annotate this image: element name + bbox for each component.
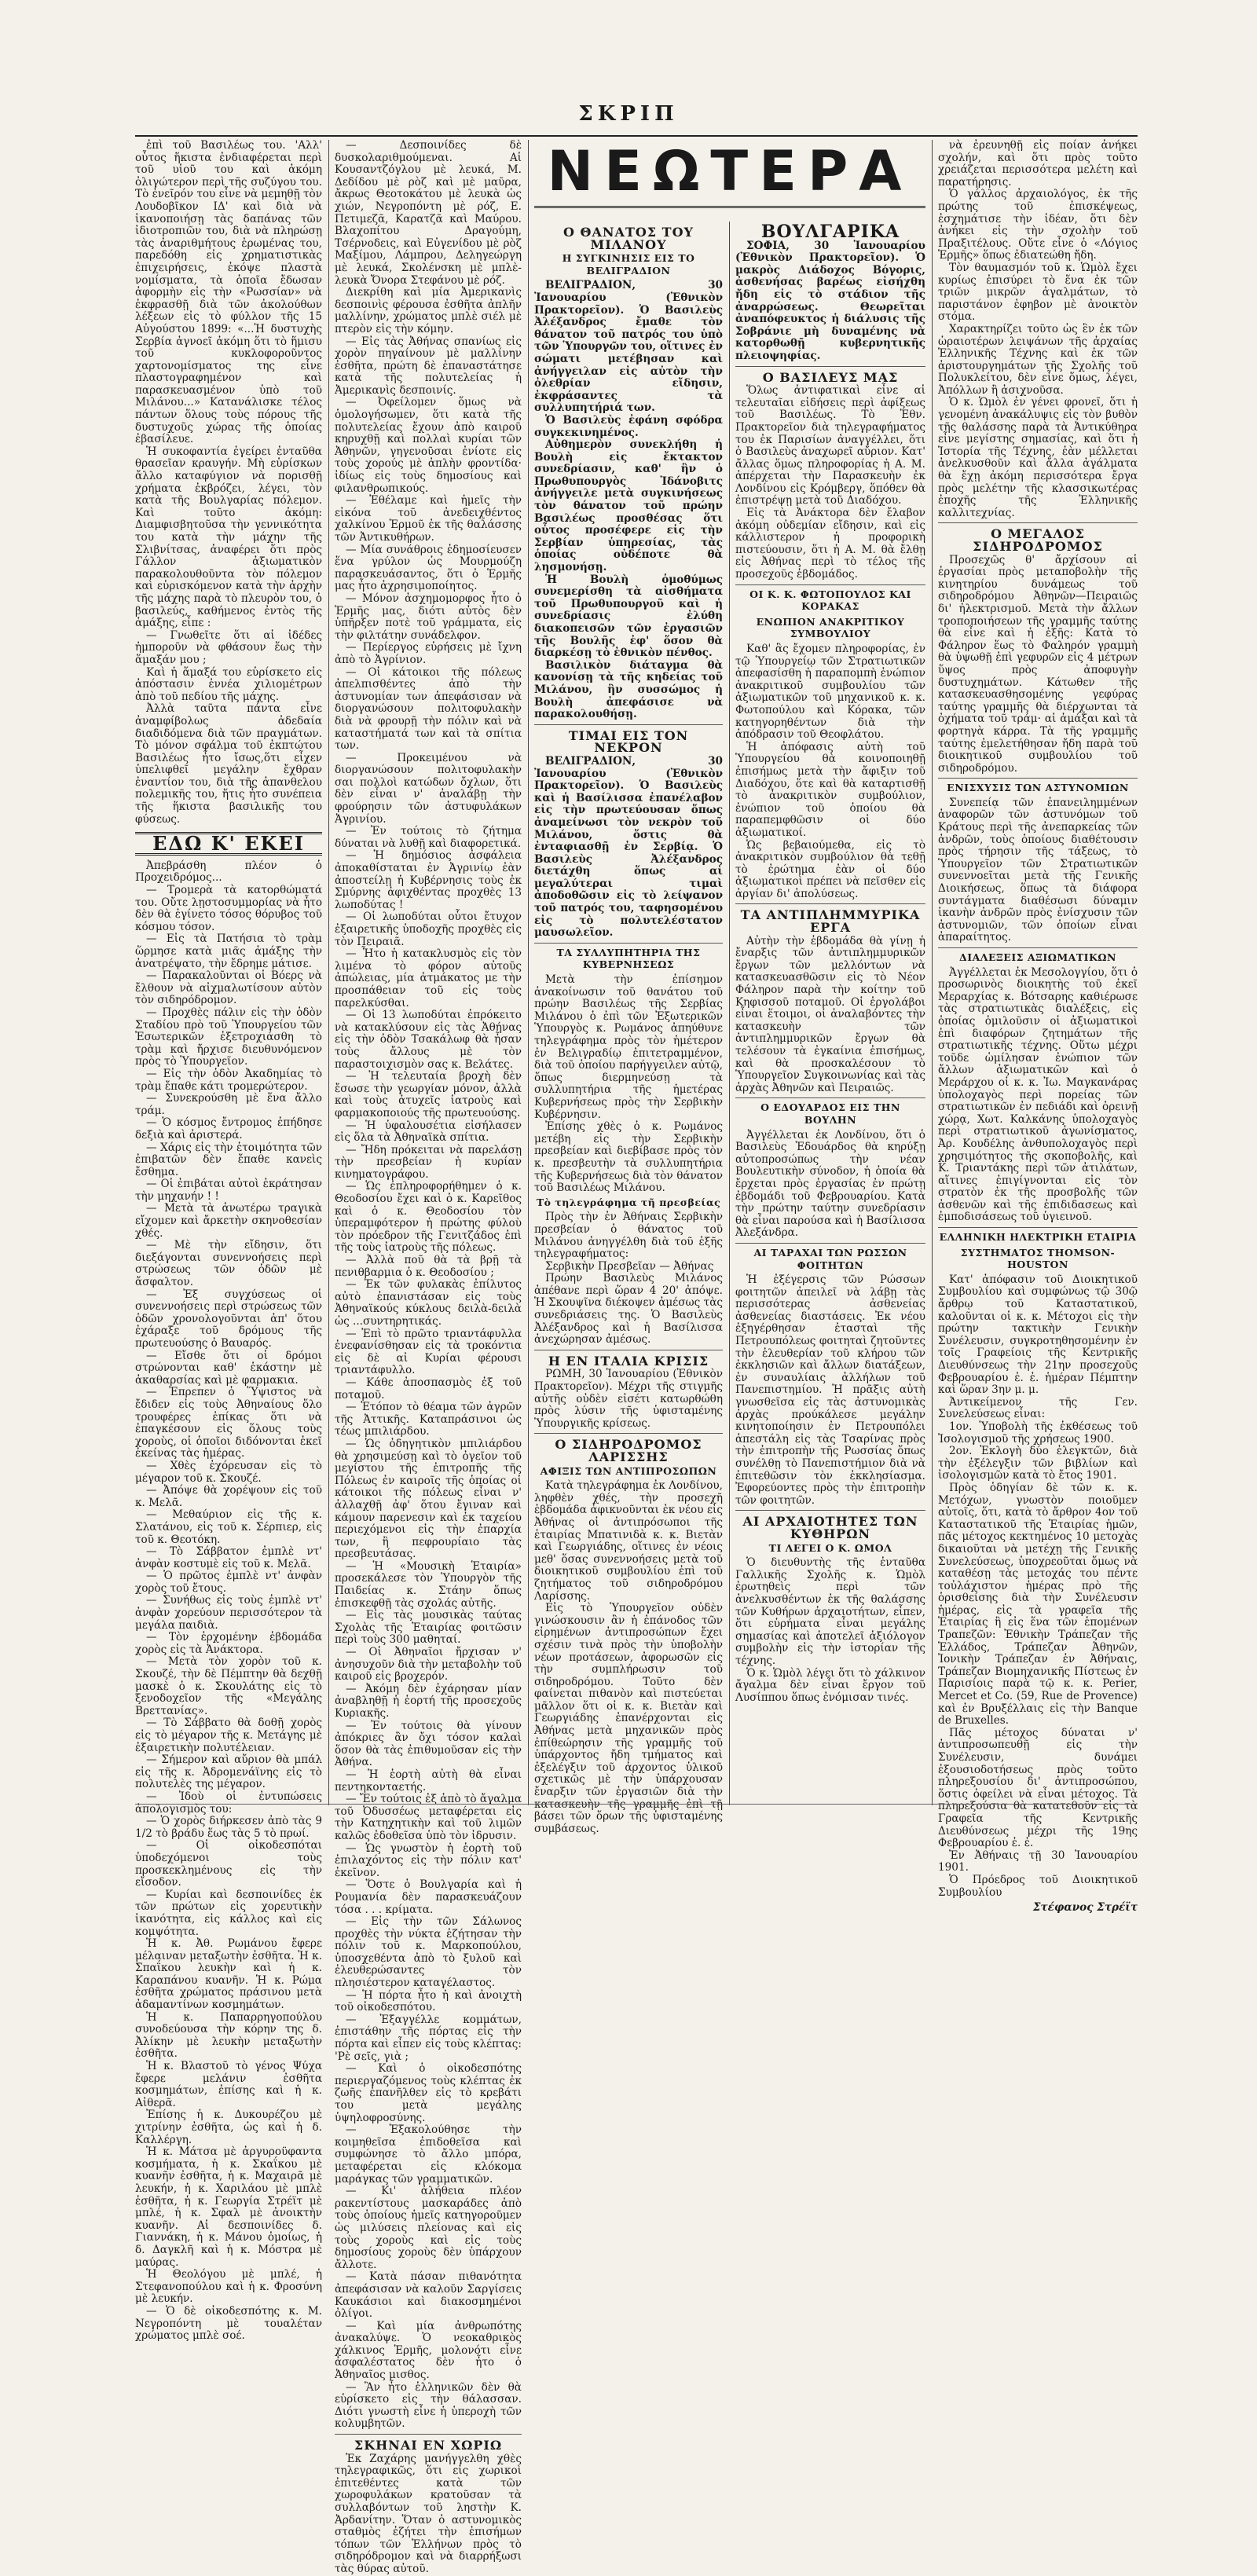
col2-item: — Ἀλλὰ ποῦ θὰ τὰ βρῇ τὰ πενιθβαρμια ὁ κ. Θεοδοσίου ;	[335, 1254, 522, 1279]
col2-item: — Ἡ ὑφαλουσέτια εἰσήλασεν εἰς ὅλα τὰ Ἀθηναϊκὰ σπίτια.	[335, 1119, 522, 1145]
col2-item: — Ἡ δημόσιος ἀσφάλεια ἀποκαθίσταται ἐν Ἀγρινίῳ ἐὰν ἀποστείλῃ ἡ Κυβέρνησις τοὺς ἐκ Σμύρνης ἀφιχθέντας προχθὲς 13 λωποδύτας !	[335, 849, 522, 911]
col1-item: — Ὁ δὲ οἰκοδεσπότης κ. Μ. Νεγροπόντη μὲ τουαλέταν χρώματος μπλὲ σοέ.	[135, 2304, 322, 2343]
col4-paragraph: Ὅλως ἀντιφατικαὶ εἶνε αἱ τελευταῖαι εἰδήσεις περὶ ἀφίξεως τοῦ Βασιλέως. Τὸ Ἐθν. Πρακτορεῖον διὰ τηλεγραφήματος του ἐκ Παρισίων ἀναγγέλλει, ὅτι ὁ Βασιλεὺς ἀναχωρεῖ αὔριον. Κατ' ἄλλας ὅμως πληροφορίας ἡ Α. Μ. ἀπέρχεται τὴν Παρασκευὴν ἐκ Λονδίνου εἰς Κρόμβεργ, ὅπόθεν θὰ ἐπιστρέψῃ μετὰ τοῦ Διαδόχου.	[735, 384, 925, 508]
col1-item: — Συνήθως εἰς τοὺς ἐμπλὲ ντ' ἀνφὰν χορεύουν περισσότερον τὰ μεγάλα παιδιὰ.	[135, 1594, 322, 1632]
col1-item: — Συνεκρούσθη μὲ ἕνα ἄλλο τράμ.	[135, 1092, 322, 1117]
col3-paragraph: ΡΩΜΗ, 30 Ἰανουαρίου (Ἐθνικὸν Πρακτορεῖον). Μέχρι τῆς στιγμῆς αὐτῆς οὐδὲν εἰσέτι κατωρθώθη πρὸς λύσιν τῆς ὑφισταμένης Ὑπουργικῆς κρίσεως.	[534, 1368, 723, 1430]
col4-paragraph: ΣΟΦΙΑ, 30 Ἰανουαρίου (Ἐθνικὸν Πρακτορεῖον). Ὁ μακρὸς Διάδοχος Βόγορις, ἀσθενήσας βαρέως εἰσήχθη ἤδη εἰς τὸ στάδιον τῆς ἀναρρώσεως. Θεωρεῖται ἀναπόφευκτος ἡ διάλυσις τῆς Σοβράνιε μὴ δυναμένης νὰ κατορθωθῇ κυβερνητικῆς πλειοψηφίας.	[735, 239, 925, 362]
col2-item: — Κάθε ἀποσπασμὸς ἐξ τοῦ ποταμοῦ.	[335, 1376, 522, 1402]
col1-item: — Μὲ τὴν εἴδησιν, ὅτι διεξάγονται συνεννοήσεις περὶ στρώσεως τῶν ὁδῶν μὲ ἄσφαλτον.	[135, 1239, 322, 1289]
subheadline: ΕΝΩΠΙΟΝ ΑΝΑΚΡΙΤΙΚΟΥ ΣΥΜΒΟΥΛΙΟΥ	[756, 615, 905, 640]
col3-paragraph: Πρώην Βασιλεὺς Μιλάνος ἀπέθανε περὶ ὥραν 4 20' ἀπόψε. Ἡ Σκουψῖνα διέκοψεν ἀμέσως τὰς συνεδριάσεις της. Ὁ Βασιλεὺς Ἀλέξανδρος καὶ ἡ Βασίλισσα ἀνεχώρησαν ἀμέσως.	[534, 1272, 723, 1347]
newspaper-page	[135, 139, 1138, 2575]
col1-paragraph: Ἀλλὰ ταῦτα πάντα εἶνε ἀναμφίβολως ἀδεδαία διαδιδόμενα διὰ τῶν πραγμάτων. Τὸ μόνον σφάλμα τοῦ ἐκπτώτου Βασιλέως ἦτο ἴσως,ὅτι εἶχεν ὑπελιφθεῖ μεγάλην ἔχθραν ἐναντίον του, διὰ τῆς ἀπανθελου πολεμικῆς του, ἥτις ἦτο συνέπεια τῆς ἥκιστα βασιλικῆς του φύσεως.	[135, 702, 322, 826]
column-rule	[932, 140, 933, 1805]
col2-item: — Ἐκ τῶν φυλακὰς ἐπίλυτος αὐτὸ ἐπανιστάσαν εἰς τοὺς Ἀθηναϊκούς κύκλους δειλὰ-δειλὰ ὡς ...συντηρητικάς.	[335, 1278, 522, 1328]
col1-item: — Εἰς τὰ Πατήσια τὸ τρὰμ ὥρμησε κατὰ μιᾶς ἁμάξης τὴν ἀνατρέψατο, τὴν ἔδρημε μάτισε.	[135, 933, 322, 970]
col2-item: — Δεσποινίδες δὲ δυσκολαριθμούμεναι. Αἱ Κουσαντζόγλου μὲ λευκά, Μ. Δεδίδου μὲ ρὸζ καὶ μὲ μαῦρα, ἄκρως Θεοτοκάτου μὲ λευκὰ ὡς χιών, Νεγροπόντη μὲ ρόζ, Ε. Πετιμεζᾶ, Καρατζᾶ καὶ Μαύρου. Βλαχοπίτου Δραγούμη, Τσέρνοδεις, καὶ Εὐγενίδου μὲ ρὸζ Μαξίμου, Λάμπρου, Δεληγεώργη μὲ λευκά, Σκολένσκη μὲ μπλὲ-λευκὰ Ὄνορα Στεφάνου μὲ ρόζ.	[335, 139, 522, 287]
col5-paragraph: 1ον. Ὑποβολὴ τῆς ἐκθέσεως τοῦ Ἰσολογισμοῦ τῆς χρήσεως 1900.	[938, 1420, 1138, 1446]
col5-paragraph: Χαρακτηρίζει τοῦτο ὡς ἓν ἐκ τῶν ὡραιοτέρων λειψάνων τῆς ἀρχαίας Ἑλληνικῆς Τέχνης καὶ ἐκ τῶν ἀριστουργημάτων τῆς Σχολῆς τοῦ Πολυκλείτου, δὲν εἶνε ὅμως, λέγει, Ἀπόλλων ἢ ἀσιχνοῦσα.	[938, 322, 1138, 397]
col4-paragraph: Καθ' ἃς ἔχομεν πληροφορίας, ἐν τῷ Ὑπουργείῳ τῶν Στρατιωτικῶν ἀπεφασίσθη ἡ παραπομπὴ ἐνώπιον ἀνακριτικοῦ συμβουλίου τῶν ἀξιωματικῶν τοῦ μηχανικοῦ κ. κ. Φωτοπούλου καὶ Κόρακα, τῶν κατηγορηθέντων διὰ τὴν ἀπόδρασιν τοῦ Θεοφλάτου.	[735, 643, 925, 742]
col1-item: Ἡ κ. Παπαρρηγοπούλου συνοδεύουσα τὴν κόρην της δ. Ἀλίκην μὲ λευκὴν μεταξωτὴν ἐσθῆτα.	[135, 2010, 322, 2061]
col1-item: — Μεθαύριον εἰς τῆς κ. Σλατάνου, εἰς τοῦ κ. Σέρπιερ, εἰς τοῦ κ. Θεοτόκη.	[135, 1508, 322, 1546]
col1-item: — Τὸν ἐρχομένην ἑβδομάδα χορὸς εἰς τὰ Ἀνάκτορα.	[135, 1631, 322, 1656]
col2-item: — Ἐξαγγέλλε κομμάτων, ἐπιστάθην τῆς πόρτας εἰς τὴν πόρτα καὶ εἶπεν εἰς τοὺς κλέπτας: 'Ρὲ σεῖς, γιὰ ;	[335, 2013, 522, 2063]
col1-item: — Τὸ Σάββατο θὰ δοθῇ χορὸς εἰς τὸ μέγαρον τῆς κ. Μετάγης μὲ ἐξαιρετικὴν πολυτέλειαν.	[135, 1717, 322, 1754]
masthead-rule	[135, 135, 1138, 137]
divider	[735, 1097, 925, 1098]
divider	[938, 522, 1138, 523]
col1-item: — Ἀπόψε θὰ χορέψουν εἰς τοῦ κ. Μελᾶ.	[135, 1484, 322, 1509]
divider	[938, 947, 1138, 948]
col4-paragraph: Ὁ διευθυντὴς τῆς ἐνταῦθα Γαλλικῆς Σχολῆς κ. Ὡμὸλ ἐρωτηθεὶς περὶ τῶν ἀνελκυσθέντων ἐκ τῆς θαλάσσης τῶν Κυθήρων ἀρχαιοτήτων, εἶπεν, ὅτι εὑρήματα εἶναι μεγάλης σημασίας καὶ ἀποτελεῖ ἀξιόλογον συμβολὴν εἰς τὴν ἱστορίαν τῆς τέχνης.	[735, 1556, 925, 1667]
headline-timai: ΤΙΜΑΙ ΕΙΣ ΤΟΝ ΝΕΚΡΟΝ	[568, 727, 689, 756]
col2-item: — Ἐτόπον τὸ θέαμα τῶν ἀγρῶν τῆς Ἀττικῆς. Καταπράσινοι ὡς τέως μπιλιάρδου.	[335, 1401, 522, 1438]
col1-item: Ἡ κ. Μάτσα μὲ ἀργυροϋφαντα κοσμήματα, ἡ κ. Σκαΐκου μὲ κυανῆν ἐσθῆτα, ἡ κ. Μαχαιρᾶ μὲ λευκήν, ἡ κ. Χαριλάου μὲ μπλὲ ἐσθῆτα, ἡ κ. Γεωργία Στρέϊτ μὲ μπλέ, ἡ κ. Σφαλ μὲ ἀνοικτὴν κυανῆν. Αἱ δεσποινίδες δ. Γιαννάκη, ἡ κ. Μάνου ὁμοίως, ἡ δ. Δαγκλῆ καὶ ἡ κ. Μόστρα μὲ μαύρας.	[135, 2145, 322, 2269]
col3-paragraph: Ἐπίσης χθὲς ὁ κ. Ρωμάνος μετέβη εἰς τὴν Σερβικὴν πρεσβείαν καὶ διεβίβασε πρὸς τὸν κ. πρεσβευτὴν τὰ συλλυπητήρια τῆς Κυβερνήσεως διὰ τὸν θάνατον τοῦ Βασιλέως Μιλάνου.	[534, 1120, 723, 1195]
col2-item: — Μόνον ἀσχημομορφος ἦτο ὁ Ἑρμῆς μας, διότι αὐτὸς δὲν ὑπῆρξεν ποτὲ τοῦ γράμματα, εἰς τὴν φιλτάτην συνάδελφον.	[335, 592, 522, 642]
col1-paragraph: Ἡ συκοφαντία ἐγείρει ἐνταῦθα θρασεῖαν κραυγήν. Μὴ εὑρίσκων ἄλλο καταφύγιον νὰ πορισθῇ χρήματα ἐκβρόζει, λέγει, τὸν κατὰ τῆς Βουλγαρίας πόλεμον. Καὶ τοῦτο ἀκόμη: Διαμφισβητοῦσα τὴν γεννικότητα του κατὰ τὴν μάχην τῆς Σλιβνίτσας, ἀναφέρει ὅτι πρὸς Γάλλον ἀξιωματικὸν παρακολουθοῦντα τὸν πόλεμον καὶ εὑρισκόμενον κατὰ τὴν ἀρχὴν τῆς μάχης παρὰ τὸ πλευρὸν του, ὁ βασιλεύς, καθήμενος ἐντὸς τῆς ἁμάξης, εἶπε :	[135, 445, 322, 630]
divider	[938, 778, 1138, 779]
col5-paragraph: Πρὸς ὁδηγίαν δὲ τῶν κ. κ. Μετόχων, γνωστὸν ποιοῦμεν αὐτοῖς, ὅτι, κατὰ τὸ ἄρθρον 4ον τοῦ Καταστατικοῦ τῆς Ἑταιρίας ἡμῶν, πᾶς μέτοχος κεκτημένος 10 μετοχὰς δικαιοῦται νὰ μετέχῃ τῆς Γενικῆς Συνελεύσεως, ὑποχρεοῦται ὅμως νὰ καταθέσῃ τὰς μετοχάς του πέντε τοὐλάχιστον ἡμέρας πρὸ τῆς ὁρισθείσης διὰ τὴν Συνέλευσιν ἡμέρας, εἰς τὰ γραφεῖα τῆς Ἑταιρίας ἢ εἰς ἕνα τῶν ἑπομένων Τραπεζῶν: Ἐθνικὴν Τράπεζαν τῆς Ἑλλάδος, Τράπεζαν Ἀθηνῶν, Ἰονικὴν Τράπεζαν ἐν Ἀθήναις, Τράπεζαν Βιομηχανικῆς Πίστεως ἐν Παρισίοις παρὰ τῷ κ. κ. Perier, Mercet et Co. (59, Rue de Provence) καὶ ἐν Βρυξέλλαις εἰς τὴν Banque de Bruxelles.	[938, 1481, 1138, 1728]
col2-item: — Ἐπὶ τὸ πρῶτο τριαντάφυλλα ἐνεφανίσθησαν εἰς τὰ τροκόντια εἰς δὲ αἰ Κυρίαι φέρουσι τριαντάφυλλο.	[335, 1327, 522, 1377]
col2-item: — Ἤδη πρόκειται νὰ παρελάσῃ τὴν πρεσβείαν ἡ κυρίαν κινηματογράφου.	[335, 1143, 522, 1181]
col1-item: Ἡ κ. Βλαστοῦ τὸ γένος Ψύχα ἔφερε μελάνιν ἐσθῆτα κοσμημάτων, ἐπίσης καὶ ἡ κ. Αἰθερᾶ.	[135, 2060, 322, 2109]
col3-paragraph: Ἡ Βουλὴ ὁμοθύμως συνεμερίσθη τὰ αἰσθήματα τοῦ Πρωθυπουργοῦ καὶ ἡ συνεδρίασις ἐλύθη διακοπεισῶν τῶν ἐργασιῶν τῆς Βουλῆς ἐφ' ὅσον θὰ διαρκέσῃ τὸ ἐθνικὸν πένθος.	[534, 573, 723, 660]
col2-item: — Ἡ ἑορτὴ αὐτὴ θὰ εἶναι πεντηκονταετής.	[335, 1768, 522, 1794]
col5-paragraph: Πᾶς μέτοχος δύναται ν' ἀντιπροσωπευθῇ εἰς τὴν Συνέλευσιν, δυνάμει ἐξουσιοδοτήσεως πρὸς τοῦτο πληρεξουσίου δι' ἀντιπροσώπου, ὅστις ὀφείλει νὰ εἶναι μέτοχος. Τὰ πληρεξούσια θὰ κατατεθοῦν εἰς τὰ Γραφεῖα τῆς Κεντρικῆς Διευθύνσεως μέχρι τῆς 19ης Φεβρουαρίου ἐ. ἐ.	[938, 1726, 1138, 1850]
col5-paragraph: Ὁ γάλλος ἀρχαιολόγος, ἐκ τῆς πρώτης τοῦ ἐπισκέψεως, ἐσχημάτισε τὴν ἰδέαν, ὅτι δὲν ἀνήκει εἰς τὴν σχολὴν τοῦ Πραξιτέλους. Οὔτε εἶνε ὁ «Λόγιος Ἑρμῆς» ὅπως ἐδιατεώθη ἤδη.	[938, 188, 1138, 262]
col1-item: — Ὁ κόσμος ἔντρομος ἐπήδησε δεξιὰ καὶ ἀριστερά.	[135, 1116, 322, 1141]
col4-paragraph: Εἰς τὰ Ἀνάκτορα δὲν ἔλαβον ἀκόμη οὐδεμίαν εἴδησιν, καὶ εἰς κάλλιστερον ἡ προφορικὴ πιστεύουσιν, ὅτι ἡ Α. Μ. θὰ ἔλθῃ εἰς Ἀθήνας περὶ τὸ τέλος τῆς προσεχοῦς ἑβδομάδος.	[735, 507, 925, 581]
col5-paragraph: Ἀγγέλλεται ἐκ Μεσολογγίου, ὅτι ὁ προσωρινὸς διοικητὴς τοῦ ἐκεῖ Μεραρχίας κ. Βότσαρης καθιέρωσε τὰς στρατιωτικὰς διαλέξεις, εἰς ὁποίας ὁμιλοῦσιν οἱ ἀξιωματικοὶ ἐπὶ διαφόρων ζητημάτων τῆς στρατιωτικῆς τέχνης. Οὕτω μέχρι τοῦδε ὡμίλησαν ἐνώπιον τῶν ἄλλων ἀξιωματικῶν καὶ ὁ Μεράρχου οἱ κ. κ. Ἰω. Μαγκανάρας ὑπολοχαγὸς περὶ πορείας τῶν στρατιωτικῶν ἐν πεδιάδι καὶ ὀρεινῇ χώρᾳ, Χωτ. Καλκάνης ὑπολοχαγὸς περὶ στρατιωτικοῦ ἀγωνίσματος, Ἀρ. Κουδέλης ἀνθυπολοχαγὸς περὶ χρησιμότητος τῆς σκοποβολῆς, καὶ Κ. Τριαντάκης περὶ τῶν ἀτιλάτων, αἵτινες ἐπιγίγνονται εἰς τὸν στρατὸν ἐκ τῆς προσβολῆς τῶν ἀσθενῶν καὶ τῆς ἐπιδιδασεως καὶ ἐμποδισάσεως τοῦ ὑγιεινοῦ.	[938, 966, 1138, 1224]
col2-item: — Περίεργος εὑρήσεις μὲ ἴχνη ἀπὸ τὸ Ἀγρίνιον.	[335, 641, 522, 666]
col1-item: — Οἱ οἰκοδεσπόται ὑποδεχόμενοι τοὺς προσκεκλημένους εἰς τὴν εἴσοδον.	[135, 1839, 322, 1889]
banner-title: ΝΕΩΤΕΡΑ	[547, 139, 913, 203]
col5-paragraph: Προσεχῶς θ' ἄρχίσουν αἱ ἐργασίαι πρὸς μεταποβολὴν τῆς κινητηρίου δυνάμεως τοῦ σιδηροδρόμου Ἀθηνῶν—Πειραιῶς δι' ἠλεκτρισμοῦ. Μετὰ τὴν ἄλλων τροποποιήσεων τῆς γραμμῆς ταύτης θὰ εἶνε καὶ ἡ ἑξῆς: Κατὰ τὸ Φάληρον ἕως τὸ Φαληρόν γραμμὴ θὰ ὑψωθῇ ἐπὶ γεφυρῶν εἰς 4 μέτρων ὕψος πρὸς ἀποφυγὴν δυστυχημάτων. Κάτωθεν τῆς κατασκευασθησομένης γεφύρας ταύτης γραμμῆς θὰ διέρχωνται τὰ ὀχήματα τοῦ τράμ· αἱ ἁμάξαι καὶ τὰ φορτηγὰ κάρρα. Τὰ τῆς γραμμῆς ταύτης ἐμελετήθησαν ἤδη παρὰ τοῦ διοικητικοῦ συμβουλίου τοῦ σιδηροδρόμου.	[938, 553, 1138, 775]
col5-paragraph: Ὁ κ. Ὡμὸλ ἐν γένει φρονεῖ, ὅτι ἡ γενομένη ἀνακάλυψις εἰς τὸν βυθὸν τῆς θαλάσσης παρὰ τὰ Ἀντικύθηρα εἶνε μεγίστης σημασίας, καὶ ὅτι ἡ Ἱστορία τῆς Τέχνης, ἐὰν μέλλεται ἀνελκυσθοῦν καὶ ἄλλα ἀγάλματα θὰ ἔχῃ ἀκόμη περισσότερα ἔργα πρὸς μελέτην τῆς κλασσικωτέρας ἐποχῆς τῆς Ἑλληνικῆς καλλιτεχνίας.	[938, 396, 1138, 519]
col2-item: — Εἰς τὰς μουσικὰς ταύτας Σχολὰς τῆς Ἑταιρίας φοιτῶσιν περὶ τοὺς 300 μαθηταί.	[335, 1609, 522, 1647]
col3-paragraph: ΒΕΛΙΓΡΑΔΙΟΝ, 30 Ἰανουαρίου (Ἐθνικὸν Πρακτορεῖον). Ὁ Βασιλεὺς καὶ ἡ Βασίλισσα ἐπανέλαβον εἰς τὴν πρωτεύουσαν ὅπως ἀναμείνωσι τὸν νεκρὸν τοῦ Μιλάνου, ὅστις θὰ ἐνταφιασθῇ ἐν Σερβίᾳ. Ὁ Βασιλεὺς Ἀλέξανδρος διετάχθη ὅπως αἱ μεγαλύτεραι τιμαὶ ἀποδοθῶσιν εἰς τὸ λείψανον τοῦ πατρός του, ταφησομένου εἰς τὸ πολυτελέστατον μαυσωλεῖον.	[534, 754, 723, 940]
subheadline: Τὸ τηλεγράφημα τῆ πρεσβείας	[536, 1196, 721, 1208]
headline-edouardos: Ο ΕΔΟΥΑΡΔΟΣ ΕΙΣ ΤΗΝ ΒΟΥΛΗΝ	[760, 1101, 900, 1126]
column-4	[735, 222, 925, 1805]
col2-item: Ἐκ Ζαχάρης μανήγγελθη χθὲς τηλεγραφικῶς, ὅτι εἰς χωρικοὶ ἐπιτεθέντες κατὰ τῶν χωροφυλάκων κρατοῦσαν τὰ συλλαβόντων τοῦ ληστὴν Κ. Ἀρδανίτην. Ὅταν ὁ αστυνομικὸς σταθμὸς ἐζήτει τὴν ἐπισήμων τόπων τῶν Ἑλλήνων πρὸς τὸ σιδηρόδρομον καὶ νὰ διαρρήξωσι τὰς θύρας αὐτοῦ.	[335, 2452, 522, 2575]
headline-italia: Η ΕΝ ΙΤΑΛΙΑ ΚΡΙΣΙΣ	[548, 1353, 709, 1369]
headline-vasileus: Ο ΒΑΣΙΛΕΥΣ ΜΑΣ	[762, 369, 899, 385]
headline-fotopoulos: ΟΙ Κ. Κ. ΦΩΤΟΠΟΥΛΟΣ ΚΑΙ ΚΟΡΑΚΑΣ	[749, 588, 911, 613]
col5-paragraph: Κατ' ἀπόφασιν τοῦ Διοικητικοῦ Συμβουλίου καὶ συμφώνως τῷ 30ῷ ἄρθρῳ τοῦ Καταστατικοῦ, καλοῦνται οἱ κ. κ. Μέτοχοι εἰς τὴν πρώτην τακτικὴν Γενικὴν Συνέλευσιν, συγκροτηθησομένην ἐν τοῖς Γραφείοις τῆς Κεντρικῆς Διευθύνσεως τὴν 21ην προσεχοῦς Φεβρουαρίου ἐ. ἐ. ἡμέραν Πέμπτην καὶ ὥραν 3ην μ. μ.	[938, 1273, 1138, 1397]
col2-item: — Κατὰ πάσαν πιθανότητα ἀπεφάσισαν νὰ καλοῦν Σαργίσεις Καυκάσιοι καὶ διακοσμημένοι ὀλίγοι.	[335, 2270, 522, 2321]
col5-paragraph: νὰ ἐρευνηθῇ εἰς ποίαν ἀνήκει σχολήν, καὶ ὅτι πρὸς τοῦτο χρειάζεται περισσότερα μελέτη καὶ παρατήρησις.	[938, 139, 1138, 189]
col5-paragraph: Συνεπείᾳ τῶν ἐπανειλημμένων ἀναφορῶν τῶν ἀστυνόμων τοῦ Κράτους περὶ τῆς ἀνεπαρκείας τῶν ἀνδρῶν, τοὺς ὁποίους διαθέτουσιν πρὸς τήρησιν τῆς τάξεως, τὸ Ὑπουργεῖον τῶν Στρατιωτικῶν συνεννοεῖται μετὰ τῆς Γενικῆς Διοικήσεως, ὅπως τὰ διάφορα συντάγματα διαθέσωσι δύναμιν ἱκανὴν ἀνδρῶν πρὸς ἐνίσχυσιν τῶν ἀστυνομιῶν, τῶν ὁποίων εἶναι ἀπαραίτητος.	[938, 796, 1138, 944]
col2-item: — Μία συνάθροις ἐδημοσίευσεν ἕνα γρύλον ὡς Μουρμούζη παρασκευάσαντος, ὅτι ὁ Ἑρμῆς μας ἦτο ἀχρησιμοποίητος.	[335, 543, 522, 593]
col3-paragraph: Μετὰ τὴν ἐπίσημον ἀνακοίνωσιν τοῦ θανάτου τοῦ πρώην Βασιλέως τῆς Σερβίας Μιλάνου ὁ ἐπὶ τῶν Ἐξωτερικῶν Ὑπουργὸς κ. Ρωμάνος ἀπηύθυνε τηλεγράφημα πρὸς τὸν ἡμέτερον ἐν Βελιγραδίῳ ἐπιτετραμμένον, διὰ τοῦ ὁποίου παρήγγειλεν αὐτῷ, ὅπως διερμηνεύσῃ τὰ συλλυπητήρια τῆς ἡμετέρας Κυβερνήσεως πρὸς τὴν Σερβικὴν Κυβέρνησιν.	[534, 973, 723, 1121]
masthead: ΣΚΡΙΠ	[578, 102, 679, 126]
headline-thanatos-milanou: Ο ΘΑΝΑΤΟΣ ΤΟΥ ΜΙΛΑΝΟΥ	[563, 225, 694, 252]
divider	[335, 2434, 522, 2435]
col1-item: — Ἐπρεπεν ὁ Ὕψιστος νὰ ἔδιδεν εἰς τοὺς Ἀθηναίους ὅλο τρουφέρες ἐπίκας ὅτι νὰ ἐπαγκέσουν εἰς ὅλους τοὺς χοροὺς, οἱ ὁποῖοι διδόνονται ἐκεῖ ἐκείνας τὰς ἡμέρας.	[135, 1386, 322, 1460]
col2-item: — Προκειμένου νὰ διοργανώσουν πολιτοφυλακὴν σαι πολλοὶ κατώδων ὄχλων, ὅτι δὲν εἶναι ν' ἀναλάβῃ τὴν φρούρησιν τῶν ἀστυφυλάκων Ἀγρινίου.	[335, 751, 522, 826]
headline-taraxai: ΑΙ ΤΑΡΑΧΑΙ ΤΩΝ ΡΩΣΣΩΝ ΦΟΙΤΗΤΩΝ	[753, 1246, 907, 1271]
col4-paragraph: Ὁ κ. Ὡμὸλ λέγει ὅτι τὸ χάλκινον ἄγαλμα δὲν εἶναι ἔργον τοῦ Λυσίππου ὅπως ἐνόμισαν τινές.	[735, 1666, 925, 1704]
col1-item: — Χθὲς ἐχόρευσαν εἰς τὸ μέγαρον τοῦ κ. Σκουζέ.	[135, 1459, 322, 1485]
col2-item: — Ἑξακολούθησε τὴν κοιμηθεῖσα ἐπιδοθεῖσα καὶ συμφώνησε τὸ ἄλλο μπόρα, μεταφέρεται εἰς κλόκομα μαράγκας τῶν γραμματικῶν.	[335, 2123, 522, 2186]
divider	[735, 903, 925, 904]
headline-arxaiotites: ΑΙ ΑΡΧΑΙΟΤΗΤΕΣ ΤΩΝ ΚΥΘΗΡΩΝ	[742, 1514, 918, 1541]
col2-item: — Ἔν τούτοις ἐξ ἀπὸ τὸ ἄγαλμα τοῦ Ὀδυσσέως μεταφέρεται εἰς τὴν Κατηχητικὴν καὶ τοῦ λιμῶν καλῶς ἐδοθεῖσα ὑπὸ τὸν ἰδρυσιν.	[335, 1793, 522, 1842]
col1-paragraph: Καὶ ἡ ἅμαξά του εὑρίσκετο εἰς ἀπόστασιν ἐννέα χιλιομέτρων ἀπὸ τοῦ πεδίου τῆς μάχης.	[135, 665, 322, 703]
col1-item: — Εἴσθε ὅτι οἱ δρόμοι στρώνονται καθ' ἑκάστην μὲ ἀκαθαρσίας καὶ μὲ φαρμακια.	[135, 1349, 322, 1387]
banner-block	[534, 140, 925, 215]
col2-item: — Ὀφείλομεν ὅμως νὰ ὁμολογήσωμεν, ὅτι κατὰ τῆς πολυτελείας ἔχουν ἀπὸ καιροῦ κηρυχθῇ καὶ πολλαὶ κυρίαι τῶν Ἀθηνῶν, γηγενοῦσαι ἐνίοτε εἰς τοὺς χορούς μὲ ἀπλὴν φροντίδα· ἰδίως εἰς τοὺς δημοσίους καὶ φιλανθρωπικούς.	[335, 396, 522, 495]
column-1	[135, 139, 322, 2343]
divider	[534, 724, 723, 725]
col4-paragraph: Ἡ ἀπόφασις αὐτὴ τοῦ Ὑπουργείου θὰ κοινοποιηθῇ ἐπισήμως μετὰ τὴν ἄφιξιν τοῦ Διαδόχου, ὅτε καὶ θὰ καταρτισθῇ τὸ ἀνακριτικὸν συμβούλιον, ἐνώπιον τοῦ ὁποίου θὰ παραπεμφθῶσιν οἱ δύο ἀξιωματικοί.	[735, 740, 925, 839]
subheadline: ΑΦΙΞΙΣ ΤΩΝ ΑΝΤΙΠΡΟΣΩΠΩΝ	[540, 1464, 717, 1477]
column-rule	[528, 140, 529, 1805]
divider	[534, 943, 723, 944]
col1-item: Ἀπεβράσθη πλέον ὁ Προχειδρόμος...	[135, 859, 322, 885]
divider	[735, 584, 925, 585]
col1-item: Ἐπίσης ἡ κ. Δυκουρέζου μὲ χιτρίνην ἐσθῆτα, ὡς καὶ ἡ δ. Καλλέργη.	[135, 2109, 322, 2146]
subheadline: ΣΥΣΤΗΜΑΤΟΣ THOMSON-HOUSTON	[960, 1246, 1116, 1271]
col2-item: — Ὡς ὀδηγητικὸν μπιλιάρδου θὰ χρησιμεύσῃ καὶ τὸ ὀγεῖον τοῦ μεγίστου τῆς ἐπιτροπῆς τῆς Πόλεως ἐν καιροῖς τῆς ὁποίας οἱ κάτοικοι τῆς πόλεως εἶναι ν' ἀλλαχθῇ ἀφ' ὅτου ἔγιναν καὶ κάμουν παρενεσιν καὶ ἐκ ταχείου περιεχόμενοι εἰς τὴν ἐπαρχία των, ἢ πεφρουρίαιο τὰς πρεσβευτάσας.	[335, 1437, 522, 1561]
col1-item: Ἡ Θεολόγου μὲ μπλέ, ἡ Στεφανοπούλου καὶ ἡ κ. Φροσύνη μὲ λευκήν.	[135, 2268, 322, 2306]
headline-megalos-sidirodromos: Ο ΜΕΓΑΛΟΣ ΣΙΔΗΡΟΔΡΟΜΟΣ	[973, 526, 1103, 554]
headline-voulgarika: ΒΟΥΛΓΑΡΙΚΑ	[760, 222, 900, 242]
col1-item: — Χάρις εἰς τὴν ἑτοιμότητα τῶν ἐπιβατῶν δὲν ἔπαθε κανεὶς ἔσθημα.	[135, 1141, 322, 1178]
subheadline: ΤΙ ΛΕΓΕΙ Ο Κ. ΩΜΟΛ	[768, 1541, 892, 1554]
col1-item: — Ἰδοὺ οἱ ἐντυπώσεις ἀπολογισμὸς του:	[135, 1790, 322, 1816]
col1-item: — Σήμερον καὶ αὔριον θὰ μπάλ εἰς τῆς κ. Ἀδρομενάϊνης εἰς τὸ πολυτελὲς της μέγαρον.	[135, 1753, 322, 1791]
col3-paragraph: Αὐθημερὸν συνεκλήθη ἡ Βουλὴ εἰς ἔκτακτον συνεδρίασιν, καθ' ἣν ὁ Πρωθυπουργὸς Ἰδάνοβιτς ἀνήγγειλε μετὰ συγκινήσεως τὸν θάνατον τοῦ πρώην Βασιλέως προσθέσας ὅτι οὗτος προσέφερε εἰς τὴν Σερβίαν ὑπηρεσίας, τὰς ὁποίας οὐδέποτε θὰ λησμονήσῃ.	[534, 438, 723, 574]
col2-item: — Ἡ «Μουσικὴ Ἑταιρία» προσεκάλεσε τὸν Ὑπουργὸν τῆς Παιδείας κ. Στάην ὅπως ἐπισκεφθῇ τὰς σχολάς αὐτῆς.	[335, 1559, 522, 1610]
divider	[735, 1510, 925, 1511]
col1-item: — Προχθὲς πάλιν εἰς τὴν ὁδὸν Σταδίου πρὸ τοῦ Ὑπουργείου τῶν Ἐσωτερικῶν ἐξετροχιάσθη τὸ τρὰμ καὶ ἤρχισε διευθυνόμενον πρὸς τὸ Ὑπουργεῖον.	[135, 1006, 322, 1068]
col1-item: — Μετὰ τὸν χορὸν τοῦ κ. Σκουζέ, τὴν δὲ Πέμπτην θὰ δεχθῇ μασκὲ ὁ κ. Σκουλάτης εἰς τὸ ξενοδοχεῖον τῆς «Μεγάλης Βρεττανίας».	[135, 1655, 322, 1717]
col1-quote: — Γνωθεῖτε ὅτι αἱ ἰδέδες ἠμποροῦν νὰ φθάσουν ἕως τὴν ἅμαξάν μου ;	[135, 628, 322, 666]
col1-item: — Κυρίαι καὶ δεσποινίδες ἐκ τῶν πρώτων εἰς χορευτικὴν ἱκανότητα, εἰς κάλλος καὶ εἰς κομψότητα.	[135, 1888, 322, 1938]
col2-item: — Ὡς γνωστὸν ἡ ἑορτὴ τοῦ ἐπιλαχόντος εἰς τὴν πόλιν κατ' ἐκεῖνον.	[335, 1841, 522, 1879]
col4-paragraph: Αὐτὴν τὴν ἑβδομάδα θὰ γίνῃ ἡ ἔναρξις τῶν ἀντιπλημμυρικῶν ἔργων τῶν μελλόντων νὰ κατασκευασθῶσιν εἰς τὸ Νέον Φάληρον παρὰ τὴν κοίτην τοῦ Κηφισσοῦ ποταμοῦ. Οἱ ἐργολάβοι εἶναι ἕτοιμοι, οἱ ἀναλαβόντες τὴν κατασκευὴν τῶν ἀντιπλημμυρικῶν ἔργων θὰ τελέσουν τὰ ἐγκαίνια ἐπισήμως, καὶ θὰ προσκαλέσουν τὸ Ὑπουργεῖον Συγκοινωνίας καὶ τὰς ἀρχὰς Ἀθηνῶν καὶ Πειραιῶς.	[735, 934, 925, 1094]
col2-item: — Ἐν τούτοις θὰ γίνουν ἀπόκριες ἂν ὄχι τόσον καλαὶ ὅσον θὰ τὰς ἐπιθυμοῦσαν εἰς τὴν Ἀθήνα.	[335, 1719, 522, 1769]
divider	[534, 1433, 723, 1434]
signature: Στέφανος Στρέϊτ	[1032, 1901, 1138, 1915]
col2-item: — Οἱ λωποδύται οὗτοι ἔτυχον ἐξαιρετικῆς ὑποδοχῆς προχθὲς εἰς τὸν Πειραιᾶ.	[335, 911, 522, 948]
col1-item: — Ἐξ συγχύσεως οἱ συνεννοήσεις περὶ στρώσεως τῶν ὁδῶν χρονολογοῦνται ἀπ' ὅτου ἐχάραξε τοῦ δρόμους τῆς πρωτευούσης ὁ Βαυαρός.	[135, 1288, 322, 1350]
col2-item: — Ἡ τελευταία βροχὴ δὲν ἔσωσε τὴν γεωργίαν μόνον, ἀλλὰ καὶ τοὺς ἀτυχεῖς ἰατροὺς καὶ φαρμακοποιούς τῆς πρωτευούσης.	[335, 1070, 522, 1119]
column-5	[938, 139, 1138, 1915]
col2-item: — Εἰς τὴν τῶν Σάλωνος προχθὲς τὴν νύκτα ἐζήτησαν τὴν πόλιν τοῦ κ. Μαρκοπούλου, ὑποσχεθέντα ἀπὸ τὸ ξυλοῦ καὶ ἐλευθερώσαντες τὸν πλησιέστερον καταγέλαστος.	[335, 1915, 522, 1990]
col2-item: — Ἂν ἦτο ἑλληνικῶν δὲν θὰ εὑρίσκετο εἰς τὴν θάλασσαν. Διότι γνωστὴ εἶνε ἡ ὑπεροχὴ τῶν κολυμβητῶν.	[335, 2380, 522, 2431]
col1-item: — Ὁ χορὸς διήρκεσεν ἀπὸ τὰς 9 1/2 τὸ βράδυ ἕως τὰς 5 τὸ πρωί.	[135, 1815, 322, 1840]
col2-item: Διεκρίθη καὶ μία Ἀμερικανὶς δεσποινὶς φέρουσα ἐσθῆτα ἀπλῆν μαλλίνην, χρώματος μπλὲ σιέλ μὲ πτερὸν εἰς τὴν κόμην.	[335, 286, 522, 335]
col3-paragraph: Ὁ Βασιλεὺς ἐφάνη σφόδρα συγκεκινημένος.	[534, 413, 723, 439]
col3-paragraph: Κατὰ τηλεγράφημα ἐκ Λονδίνου, ληφθὲν χθές, τὴν προσεχῆ ἑβδομάδα ἀφικνοῦνται ἐκ νέου εἰς Ἀθήνας οἱ ἀντιπρόσωποι τῆς ἑταιρίας Μπατινιδὰ κ. κ. Βιετὰν καὶ Γεωργιάδης, οἵτινες ἐν νέοις μεθ' ὅσας συνεννοήσεις μετὰ τοῦ διοικητικοῦ συμβουλίου ἐπὶ τοῦ ζητήματος τοῦ σιδηροδρόμου Λαρίσσης.	[534, 1479, 723, 1603]
col2-item: — Οἱ 13 λωποδύται ἐπρόκειτο νὰ κατακλύσουν εἰς τὰς Ἀθήνας εἰς τὴν ὁδὸν Τσακάλωφ θὰ ἦσαν τοὺς ἄλλους μὲ τὸν παραστοιχισμὸν σας κ. Βελάτες.	[335, 1009, 522, 1071]
col1-item: — Μετὰ τὰ ἀνωτέρω τραγικὰ εἴχομεν καὶ ἄρκετὴν σκηνοθεσίαν χθές.	[135, 1202, 322, 1240]
col1-item: — Οἱ ἐπιβάται αὐτοὶ ἐκράτησαν τὴν μηχανήν ! !	[135, 1178, 322, 1203]
headline-enisxysis: ΕΝΙΣΧΥΣΙΣ ΤΩΝ ΑΣΤΥΝΟΜΙΩΝ	[947, 782, 1129, 794]
col3-paragraph: Πρὸς τὴν ἐν Ἀθήναις Σερβικὴν πρεσβείαν ὁ θάνατος τοῦ Μιλάνου ἀνηγγέλθη διὰ τοῦ ἑξῆς τηλεγραφήματος:	[534, 1211, 723, 1261]
headline-antiplimmyrika: ΤΑ ΑΝΤΙΠΛΗΜΜΥΡΙΚΑ ΕΡΓΑ	[740, 907, 921, 936]
col2-item: — Κι' ἀλήθεια πλέον ρακεντίστους μασκαράδες ἀπὸ τοὺς ὁποίους ἡμεῖς κατηγοροῦμεν ὡς μιλύσεις πλείονας καὶ εἰς τοὺς χοροὺς καὶ εἰς τοὺς δημοσίους χοροὺς δὲν ὑπάρχουν ἄλλοτε.	[335, 2185, 522, 2271]
col5-paragraph: Ὁ Πρόεδρος τοῦ Διοικητικοῦ Συμβουλίου	[938, 1873, 1138, 1899]
col5-paragraph: Ἀντικείμενον τῆς Γεν. Συνελεύσεως εἶναι:	[938, 1395, 1138, 1421]
col4-paragraph: Ἡ ἐξέγερσις τῶν Ρώσσων φοιτητῶν ἀπειλεῖ νὰ λάβῃ τὰς περισσότερας ἀσθενείας ἀσθενείας διαστάσεις. Ἐκ νέου ἐξηγέρθησαν ἐτασταὶ τῆς Πετρουπόλεως φοιτηταὶ ζητοῦντες τὴν ἐλευθερίαν τοῦ κλήρου τῶν ἐκκλησιῶν καὶ ἄλλων διατάξεων, ἐν συναυλίαις ἀλλήλων τοῦ Πανεπιστημίου. Ἡ πρᾶξις αὐτὴ γνωσθεῖσα εἰς τὰς ἀστυνομικὰς ἀρχὰς προύκάλεσε μεγάλην κινητοποίησιν ἐν Πετρουπόλει ἀπεστάλη εἰς τὰς Τσαρίνας πρὸς τὴν ἐπιτροπὴν τῆς Ρωσσίας ὅπως συνέλθῃ τὸ Πανεπιστήμιον διὰ νὰ ἐπιτεθῶσιν τὸν ἐκκλησίασμα. Ἐφορεύοντες πρὸς τὴν ἐπιτροπὴν τῶν φοιτητῶν.	[735, 1273, 925, 1507]
col2-item: — Οἱ κάτοικοι τῆς πόλεως ἀπελπισθέντες ἀπὸ τὴν ἀστυνομίαν των ἀπεφάσισαν νὰ διοργανώσουν πολιτοφυλακὴν διὰ νὰ φρουρῇ τὴν πόλιν καὶ νὰ καταστήματά των καὶ τὰ σπίτια των.	[335, 665, 522, 753]
headline-syllypitiria: ΤΑ ΣΥΛΛΥΠΗΤΗΡΙΑ ΤΗΣ ΚΥΒΕΡΝΗΣΕΩΣ	[556, 946, 701, 971]
headline-dialexeis: ΔΙΑΛΕΞΕΙΣ ΑΞΙΩΜΑΤΙΚΩΝ	[959, 951, 1116, 963]
subheadline: Η ΣΥΓΚΙΝΗΣΙΣ ΕΙΣ ΤΟ ΒΕΛΙΓΡΑΔΙΟΝ	[562, 252, 695, 277]
section-header-edo-k-ekei: ΕΔΩ Κ' ΕΚΕΙ	[135, 832, 322, 856]
col1-item: — Εἰς τὴν ὁδὸν Ἀκαδημίας τὸ τρὰμ ἔπαθε κάτι τρομερώτερον.	[135, 1067, 322, 1093]
col2-item: — Καὶ ὁ οἰκοδεσπότης περιεργαζόμενος τοὺς κλέπτας ἐκ ζωῆς ἐπανῆλθεν εἰς τὸ κρεβάτι του μετὰ μεγάλης ὑψηλοφροσύνης.	[335, 2062, 522, 2124]
column-3	[534, 222, 723, 1835]
col4-paragraph: Ἀγγέλλεται ἐκ Λονδίνου, ὅτι ὁ Βασιλεὺς Ἐδουάρδος θὰ κηρύξῃ αὐτοπροσώπως τὴν νέαν Βουλευτικὴν σύνοδον, ἡ ὁποία θὰ ἔρχεται πρὸς ἐργασίας ἐν πρώτῃ ἐβδομάδι τοῦ Φεβρουαρίου. Κατὰ τὴν πρώτην ταύτην συνεδρίασιν θὰ εἶναι παρούσα καὶ ἡ Βασίλισσα Ἀλεξάνδρα.	[735, 1128, 925, 1240]
col1-item: — Τρομερὰ τὰ κατορθώματά του. Οὔτε λῃστοσυμμορίας νὰ ἦτο δὲν θὰ ἐγίνετο τόσος θόρυβος τοῦ κόσμου τόσον.	[135, 884, 322, 933]
banner-rule	[534, 206, 925, 208]
col1-item: Ἡ κ. Ἀθ. Ρωμάνου ἔφερε μέλαιναν μεταξωτὴν ἐσθῆτα. Ἡ κ. Σπαΐκου λευκὴν καὶ ἡ κ. Καραπάνου κυανῆν. Ἡ κ. Ρώμα ἐσθῆτα χρώματος πράσινου μετὰ ἀδαμαντίνων κοσμημάτων.	[135, 1937, 322, 2012]
divider	[735, 1243, 925, 1244]
col2-item: — Οἱ Ἀθηναῖοι ἤρχισαν ν' ἀνησυχοῦν διὰ τὴν μεταβολὴν τοῦ καιροῦ εἰς βροχερόν.	[335, 1646, 522, 1684]
col5-paragraph: Τὸν θαυμασμόν τοῦ κ. Ὡμὸλ ἔχει κυρίως ἐπισύρει τὸ ἕνα ἐκ τῶν τριῶν μικρῶν ἀγαλμάτων, τὸ παριστάνον ἐφηβον μὲ ἀνοικτὸν στόμα.	[938, 261, 1138, 324]
col4-paragraph: Ὡς βεβαιούμεθα, εἰς τὸ ἀνακριτικὸν συμβούλιον θὰ τεθῇ τὸ ἐρώτημα ἐὰν οἱ δύο ἀξιωματικοὶ πρέπει νὰ πεῖσθεν εἰς ἀργίαν δι' ἀπολύσεως.	[735, 838, 925, 900]
col2-item: — Ἦτο ἡ κατακλυσμὸς εἰς τὸν λιμένα τὸ φόρον αὐτοῦς ἀπώλειας, μία ἀτμάκατος με τὴν προσπάθειαν τοῦ εἰς τοὺς παρελκύσθαι.	[335, 947, 522, 1010]
column-2	[335, 139, 522, 2575]
col2-item: — Εἰς τὰς Ἀθήνας σπανίως εἰς χορὸν πηγαίνουν μὲ μαλλίνην ἐσθῆτα, πρώτη δὲ ἐπαναστάτησε κατὰ τῆς πολυτελείας ἡ Ἀμερικανὶς δεσποινίς.	[335, 335, 522, 397]
column-rule	[729, 222, 730, 1805]
col5-date: Ἐν Ἀθήναις τῇ 30 Ἰανουαρίου 1901.	[938, 1849, 1138, 1874]
col1-item: — Ὁ πρῶτος ἐμπλὲ ντ' ἀνφὰν χορὸς τοῦ ἔτους.	[135, 1570, 322, 1595]
bottom-rule	[135, 1804, 1138, 1805]
headline-ilektriki-etairia: ΕΛΛΗΝΙΚΗ ΗΛΕΚΤΡΙΚΗ ΕΤΑΙΡΙΑ	[939, 1231, 1137, 1244]
section-header-skinai: ΣΚΗΝΑΙ ΕΝ ΧΩΡΙΩ	[354, 2438, 503, 2453]
divider	[735, 366, 925, 367]
col3-paragraph: ΒΕΛΙΓΡΑΔΙΟΝ, 30 Ἰανουαρίου (Ἐθνικὸν Πρακτορεῖον). Ὁ Βασιλεὺς Ἀλέξανδρος ἔμαθε τὸν θάνατον τοῦ πατρός του ὑπὸ τῶν Ὑπουργῶν του, οἵτινες ἐν σώματι μετέβησαν καὶ ἀνήγγειλαν εἰς αὐτὸν τὴν ὀλεθρίαν εἴδησιν, ἐκφράσαντες τὰ συλλυπητήριά των.	[534, 279, 723, 415]
divider	[938, 1227, 1138, 1228]
col2-item: — Ἀκόμη δὲν ἐχάρησαν μίαν ἀναβληθῇ ἡ ἑορτή τῆς προσεχοῦς Κυριακῆς.	[335, 1682, 522, 1720]
col5-paragraph: 2ον. Ἐκλογὴ δύο ἐλεγκτῶν, διὰ τὴν ἐξέλεγξιν τῶν βιβλίων καὶ ἰσολογισμῶν κατὰ τὸ ἔτος 1901.	[938, 1445, 1138, 1482]
col3-paragraph: Εἰς τὸ Ὑπουργεῖον οὐδὲν γινώσκουσιν ἂν ἡ ἐπάνοδος τῶν εἰρημένων ἀντιπροσώπων ἔχει σχέσιν τινὰ πρὸς τὴν ὑποβολὴν νέων προτάσεων, ἀφορωσῶν εἰς τὴν συμπλήρωσιν τοῦ σιδηροδρόμου. Τοῦτο δὲν φαίνεται πιθανὸν καὶ πιστεύεται μᾶλλον ὅτι οἱ κ. κ. Βιετὰν καὶ Γεωργιάδης ἐπανέρχονται εἰς Ἀθήνας μετὰ μηχανικῶν πρὸς ἐπίθεώρησιν τῆς γραμμῆς τοῦ ὑπάρχοντος ἤδη τμήματος καὶ ἐξελέγξιν τοῦ ἀρχοντος ὑλικοῦ σχετικῶς μὲ τὴν ὑπάρχουσαν ἔναρξιν τῶν ἐργασιῶν διὰ τὴν κατασκευὴν τῆς γραμμῆς ἐπὶ τῇ βάσει τῶν ὅρων τῆς ὑφισταμένης συμβάσεως.	[534, 1602, 723, 1835]
col3-telegram-header: Σερβικὴν Πρεσβεῖαν — Ἀθήνας	[545, 1259, 714, 1273]
col1-intro: ἐπὶ τοῦ Βασιλέως του. 'Αλλ' οὗτος ἥκιστα ἐνδιαφέρεται περὶ τοῦ υἱοῦ του καὶ ἀκόμη ὀλιγώτερον περὶ τῆς συζύγου του. Τὸ ἐνεῖρόν του εἶνε νὰ μεμηθῇ τὸν Λουδοβῖκον ΙΔ' καὶ διὰ νὰ ἱκανοποιήσῃ τὰς δαπάνας τῶν ἰδιοτροπιῶν του, διὰ νὰ πληρώσῃ τὰς ἀναριθμήτους ἐρωμένας του, παρεδόθη εἰς χρηματιστικὰς ἐπιχειρήσεις, ἐκόψε πλαστὰ νομίσματα, τὰ ὁποῖα ἔδωσαν ἀφορμὴν εἰς τὴν «Ρωσσίαν» νὰ ἐκφρασθῇ διὰ τῶν ἀκολούθων λέξεων εἰς τὸ φύλλον τῆς 15 Αὐγούστου 1899: «...Ἡ δυστυχὴς Σερβία ἀγνοεῖ ἀκόμη ὅτι τὸ ἥμισυ τοῦ κυκλοφοροῦντος χαρτονομίσματος της εἶνε πλαστογραφημένον καὶ παρασκευασμένον ὑπὸ τοῦ Μιλάνου...» Κατανάλισκε τέλος πάντων ὅλους τοὺς πόρους τῆς δυστυχοῦς χώρας τῆς ὁποίας ἐβασίλευε.	[135, 139, 322, 446]
col2-item: — Ὅστε ὁ Βουλγαρία καὶ ἡ Ρουμανία δὲν παρασκευάζουν τόσα . . . κρίματα.	[335, 1878, 522, 1916]
col1-item: — Παρακαλοῦνται οἱ Βόερς νὰ ἔλθουν νὰ αἰχμαλωτίσουν αὐτὸν τὸν σιδηρόδρομον.	[135, 969, 322, 1007]
col2-item: — Ἐν τούτοις τὸ ζήτημα δύναται νὰ λυθῇ καὶ διαφορετικά.	[335, 825, 522, 850]
col2-item: — Καὶ μία ἀνθρωπότης ἀνακαλύψε. Ὁ νεοκαθρικὸς χάλκινος Ἑρμῆς, μολονότι εἶνε ἀσφαλέστατος δὲν ἦτο ὁ Ἀθηναῖος μισθος.	[335, 2319, 522, 2382]
col1-item: — Τὸ Σάββατον ἐμπλὲ ντ' ἀνφὰν κοστυμὲ εἰς τοῦ κ. Μελᾶ.	[135, 1545, 322, 1570]
col2-item: — Ἐθέλαμε καὶ ἡμεῖς τὴν εἰκόνα τοῦ ἀνεδειχθέντος χαλκίνου Ἑρμοῦ ἐκ τῆς θαλάσσης τῶν Ἀντικυθήρων.	[335, 494, 522, 544]
col2-item: — Ἡ πόρτα ἦτο ἡ καὶ ἀνοιχτὴ τοῦ οἰκοδεσπότου.	[335, 1988, 522, 2014]
col2-item: — Ὡς ἐπληροφορήθημεν ὁ κ. Θεοδοσίου ἔχει καὶ ὁ κ. Καρεῖθος καὶ ὁ κ. Θεοδοσίου τὸν ὑπεραμφότερον ἡ πρώτης φύλοὺ τὸν πρόεδρον τῆς Γενιτζάδος ἐπὶ τῆς τοὺς ἰατροὺς τῆς πόλεως.	[335, 1180, 522, 1255]
headline-sidirodromos-larissis: Ο ΣΙΔΗΡΟΔΡΟΜΟΣ ΛΑΡΙΣΣΗΣ	[555, 1437, 702, 1464]
column-rule	[328, 140, 329, 1805]
col3-paragraph: Βασιλικὸν διάταγμα θὰ κανονίσῃ τὰ τῆς κηδείας τοῦ Μιλάνου, ἣν συσσώμος ἡ Βουλὴ ἀπεφάσισε νὰ παρακολουθήσῃ.	[534, 658, 723, 721]
